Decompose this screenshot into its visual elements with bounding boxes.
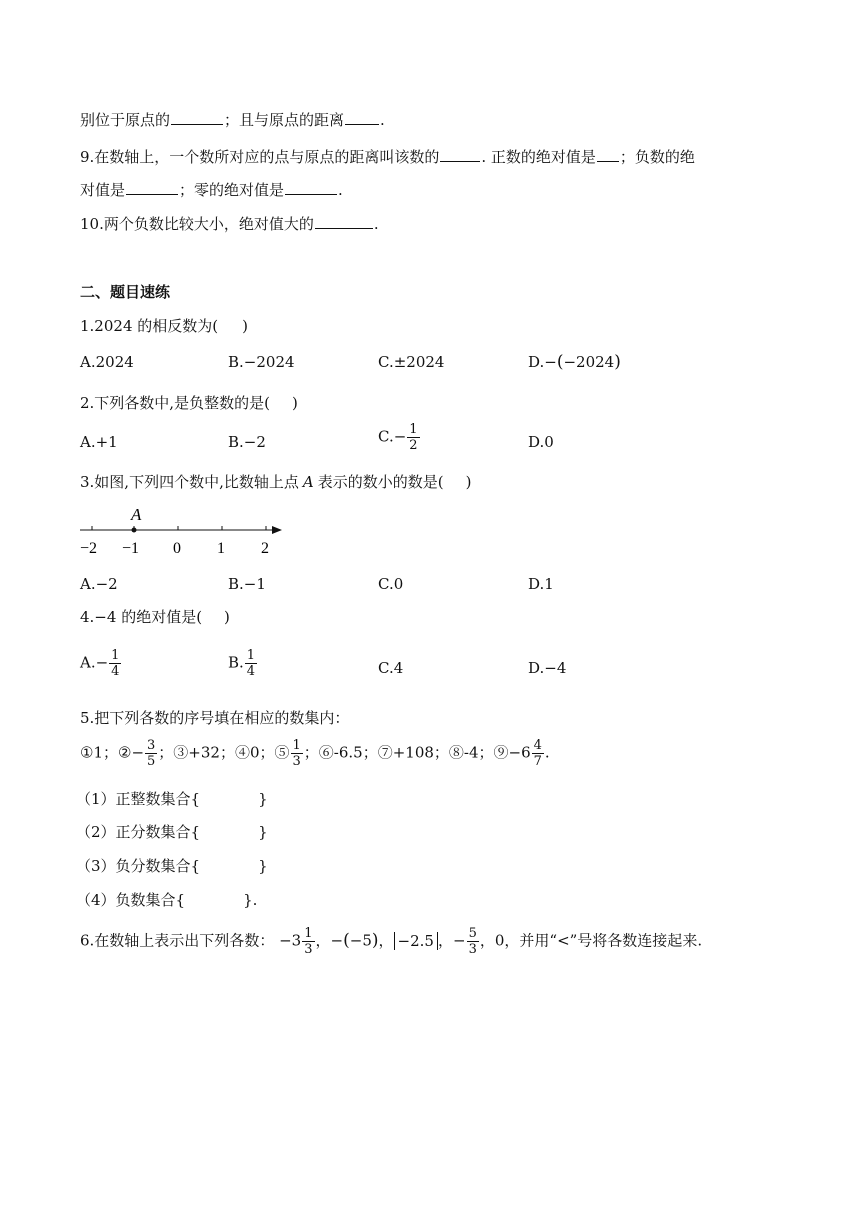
- text: 2.下列各数中,是负整数的是(: [80, 394, 270, 412]
- answer-blank[interactable]: [345, 110, 379, 125]
- text: 6.在数轴上表示出下列各数：: [80, 931, 275, 950]
- text: ): [224, 608, 230, 626]
- tick-label: −2: [80, 540, 98, 557]
- fraction: $\frac{4}{7}$: [533, 738, 542, 769]
- text: （3）负分数集合{: [76, 857, 201, 875]
- question-2-stem: [80, 393, 298, 413]
- set-negative-fractions: [76, 856, 268, 876]
- answer-blank[interactable]: [285, 180, 337, 195]
- set-positive-fractions: [76, 822, 268, 842]
- fraction: $\frac{3}{5}$: [147, 738, 156, 769]
- q3-option-d[interactable]: D.1: [528, 575, 554, 593]
- q2-option-c[interactable]: [378, 422, 421, 453]
- answer-blank[interactable]: [126, 180, 178, 195]
- text: ；零的绝对值是: [179, 181, 285, 199]
- text: ；负数的绝: [619, 148, 695, 166]
- fraction: $\frac{1}{3}$: [292, 738, 301, 769]
- question-6: 6.在数轴上表示出下列各数： −3 $\frac{1}{3}$ ，−(−5)， −2.5 ，− $\frac{5}{3}$ ，0，并用“<”号将各数连接起来.: [80, 926, 703, 957]
- text: .: [380, 111, 385, 129]
- q1-option-d[interactable]: D.−(−2024): [528, 352, 621, 372]
- set-positive-integers: [76, 789, 268, 809]
- text: ，并用“<”号将各数连接起来.: [504, 931, 703, 950]
- text: −: [330, 931, 344, 950]
- answer-blank[interactable]: [597, 147, 619, 162]
- text: −5: [349, 931, 372, 950]
- text: 表示的数小的数是(: [317, 473, 444, 491]
- text: ): [465, 473, 472, 491]
- text: （1）正整数集合{: [76, 790, 201, 808]
- q4-option-c[interactable]: C.4: [378, 659, 404, 677]
- fill-in-line-continued: [80, 110, 385, 130]
- text: ①1；②−: [80, 743, 145, 762]
- q3-option-c[interactable]: C.0: [378, 575, 404, 593]
- point-a-label: A: [131, 505, 142, 524]
- text: .: [544, 743, 550, 762]
- q1-option-a[interactable]: A.2024: [80, 353, 134, 371]
- text: }: [258, 857, 268, 875]
- text: . 正数的绝对值是: [481, 148, 596, 166]
- fraction: $\frac{1}{3}$: [304, 926, 313, 957]
- text: ；⑥-6.5；⑦+108；⑧-4；⑨−6: [303, 743, 531, 762]
- text: （2）正分数集合{: [76, 823, 201, 841]
- text: 别位于原点的: [80, 111, 171, 129]
- question-10: [80, 214, 379, 234]
- q2-option-a[interactable]: A.+1: [80, 433, 118, 451]
- text: ，: [378, 931, 394, 950]
- text: ): [291, 394, 298, 412]
- text: ，: [437, 931, 453, 950]
- answer-blank[interactable]: [171, 110, 223, 125]
- fraction: $\frac{1}{4}$: [111, 648, 120, 679]
- set-negative-numbers: [76, 890, 257, 910]
- tick-label: −1: [122, 540, 140, 557]
- fraction: $\frac{1}{2}$: [409, 422, 418, 453]
- answer-blank[interactable]: [315, 214, 373, 229]
- question-5-numbers: [80, 738, 550, 769]
- text: 3.如图,下列四个数中,比数轴上点: [80, 473, 299, 491]
- text: C.−: [378, 427, 407, 446]
- text: .: [373, 215, 379, 233]
- text: .: [338, 181, 343, 199]
- number-line-figure: [76, 500, 296, 562]
- section-heading: 二、题目速练: [80, 283, 171, 301]
- tick-label: 2: [261, 540, 269, 557]
- text: }: [258, 790, 268, 808]
- question-1-stem: [80, 316, 248, 336]
- q1-option-c[interactable]: C.±2024: [378, 353, 445, 371]
- text: ；且与原点的距离: [224, 111, 345, 129]
- question-4-stem: [80, 607, 230, 627]
- q4-option-a[interactable]: [80, 648, 122, 679]
- question-9-line-2: [80, 180, 343, 200]
- text: 9.在数轴上，一个数所对应的点与原点的距离叫该数的: [80, 148, 440, 166]
- text: }: [258, 823, 268, 841]
- text: 对值是: [80, 181, 126, 199]
- point-label: A: [302, 473, 314, 491]
- text: −2024: [563, 353, 615, 371]
- text: −3: [279, 931, 302, 950]
- text: 4.−4 的绝对值是(: [80, 608, 203, 626]
- fraction: $\frac{1}{4}$: [246, 648, 256, 679]
- text: 0: [494, 931, 505, 950]
- question-3-stem: [80, 472, 471, 492]
- question-9-line-1: [80, 147, 695, 167]
- tick-label: 1: [217, 540, 225, 557]
- text: }.: [243, 891, 258, 909]
- text: ，: [479, 931, 495, 950]
- q4-option-d[interactable]: D.−4: [528, 659, 567, 677]
- q2-option-d[interactable]: D.0: [528, 433, 554, 451]
- text: ；③+32；④0；⑤: [158, 743, 290, 762]
- text: ): [242, 317, 248, 335]
- fraction: $\frac{5}{3}$: [468, 926, 477, 957]
- axis-arrow: [272, 526, 282, 534]
- text: （4）负数集合{: [76, 891, 186, 909]
- q2-option-b[interactable]: B.−2: [228, 433, 266, 451]
- text: B.: [228, 653, 244, 672]
- q3-option-a[interactable]: A.−2: [80, 575, 118, 593]
- text: −: [452, 931, 466, 950]
- text: 1.2024 的相反数为(: [80, 317, 219, 335]
- answer-blank[interactable]: [440, 147, 480, 162]
- q3-option-b[interactable]: B.−1: [228, 575, 266, 593]
- question-5-stem: 5.把下列各数的序号填在相应的数集内：: [80, 709, 350, 727]
- tick-label: 0: [173, 540, 181, 557]
- text: D.−: [528, 353, 557, 371]
- q4-option-b[interactable]: [228, 648, 258, 679]
- text: ，: [315, 931, 331, 950]
- text: 10.两个负数比较大小，绝对值大的: [80, 215, 314, 233]
- point-a-dot: [132, 528, 137, 533]
- absolute-value: −2.5: [394, 932, 438, 950]
- q1-option-b[interactable]: B.−2024: [228, 353, 295, 371]
- text: A.−: [80, 653, 109, 672]
